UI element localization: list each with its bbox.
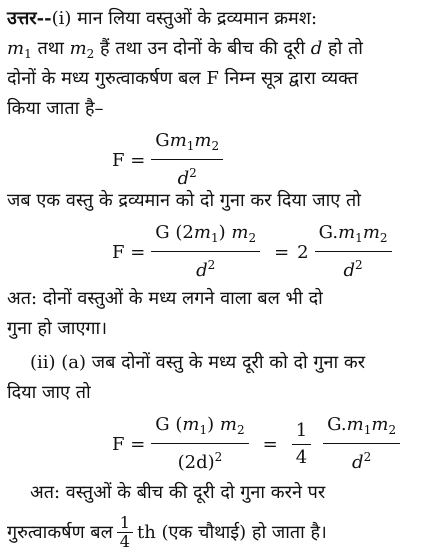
m1-symbol: m: [7, 38, 25, 59]
part-ii-text: जब दोनों वस्तु के मध्य दूरी को दो गुना कर: [86, 352, 366, 373]
m2-subscript: 2: [86, 47, 95, 61]
formula2-numerator-2: $G.m_1m_2$: [315, 222, 392, 252]
formula3-fraction: [151, 414, 248, 474]
formula3-lhs: F =: [112, 433, 146, 455]
m2-symbol: m: [69, 38, 87, 59]
one-fourth-num: 1: [117, 514, 133, 533]
formula3-denominator-2: $d^2$: [352, 450, 372, 473]
answer-line-2-text: हैं तथा उन दोनों के बीच की दूरी: [94, 38, 311, 59]
formula2-equals: =: [274, 241, 290, 263]
answer-line-4: किया जाता है–: [7, 98, 104, 119]
conclusion-2-line-2: [7, 514, 327, 551]
conclusion-2-end: th (एक चौथाई) हो जाता है।: [136, 521, 327, 543]
part-ii-line-1: [30, 352, 365, 374]
conclusion-2-start: गुरुत्वाकर्षण बल: [7, 521, 113, 543]
formula3-coef-num: 1: [292, 420, 311, 445]
formula-distance-doubled: [112, 414, 406, 474]
conclusion-1-line-1: अत: दोनों वस्तुओं के मध्य लगने वाला बल भी दो: [7, 288, 323, 309]
formula-mass-doubled: [112, 222, 398, 282]
formula3-coefficient: [292, 420, 311, 469]
formula2-denominator-2: $d^2$: [343, 258, 363, 281]
formula3-coef-den: 4: [295, 446, 308, 468]
formula3-numerator: G $(m_1)$ $m_2$: [151, 414, 248, 444]
formula2-fraction: [151, 222, 260, 282]
formula2-denominator: $d^2$: [196, 258, 216, 281]
formula3-numerator-2: $G.m_1m_2$: [323, 414, 400, 444]
m1-subscript: 1: [24, 47, 32, 61]
text-mass-doubled: जब एक वस्तु के द्रव्यमान को दो गुना कर दिया जाए तो: [7, 190, 361, 211]
answer-line-1: [7, 8, 317, 30]
part-ii-label: (ii) (a): [30, 352, 87, 373]
answer-label: उत्तर: [7, 8, 37, 29]
formula3-equals: =: [262, 433, 278, 455]
conclusion-2-line-1: अत: वस्तुओं के बीच की दूरी दो गुना करने पर: [30, 482, 326, 503]
conclusion-1-line-2: गुना हो जाएगा।: [7, 318, 108, 339]
d-symbol: d: [310, 38, 323, 59]
one-fourth-fraction: [117, 514, 133, 551]
formula2-lhs: F =: [112, 241, 146, 263]
answer-dash: --: [36, 8, 52, 29]
formula1-fraction: [151, 130, 223, 190]
answer-line-1-text: मान लिया वस्तुओं के द्रव्यमान क्रमश:: [71, 8, 318, 29]
answer-line-2-end: हो तो: [322, 38, 363, 59]
formula1-denominator: $d^2$: [177, 166, 197, 189]
part-i-label: (i): [51, 8, 72, 29]
formula1-lhs: F =: [112, 149, 146, 171]
formula-gravitation: [112, 130, 229, 190]
formula2-fraction-2: [315, 222, 392, 282]
answer-line-2: [7, 38, 363, 65]
formula3-fraction-2: [323, 414, 400, 474]
formula2-numerator: G $(2m_1)$ $m_2$: [151, 222, 260, 252]
one-fourth-den: 4: [119, 532, 130, 551]
part-ii-line-2: दिया जाए तो: [7, 382, 91, 403]
answer-line-3: दोनों के मध्य गुरुत्वाकर्षण बल F निम्न सूत्र द्वारा व्यक्त: [7, 68, 359, 89]
formula2-coefficient: 2: [297, 241, 309, 263]
tatha-text: तथा: [31, 38, 70, 59]
formula1-numerator: $Gm_1m_2$: [151, 130, 223, 160]
formula3-denominator: $(2d)^2$: [177, 450, 223, 473]
